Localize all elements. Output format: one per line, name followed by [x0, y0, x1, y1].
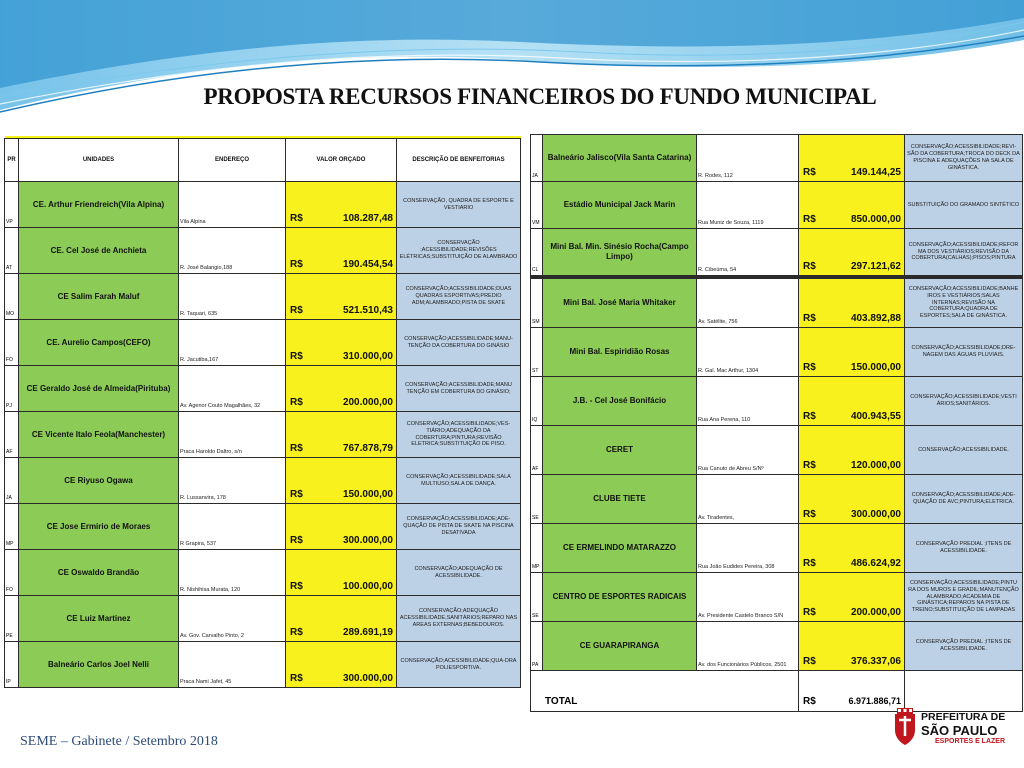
amount: 297.121,62	[850, 261, 901, 272]
amount: 200.000,00	[342, 397, 393, 408]
improvement-description: CONSERVAÇÃO;ACESSIBILIDADE;MANU TENÇÃO EM COBERTURA DO GINÁSIO;	[397, 366, 521, 412]
unit-name: Balneário Jalisco(Vila Santa Catarina)	[543, 135, 697, 182]
pr-code: PA	[531, 622, 543, 671]
amount: 100.000,00	[342, 581, 393, 592]
improvement-description: CONSERVAÇÃO;ACESSIBILIDADE;ADE-QUAÇÃO DE PISTA DE SKATE NA PISCINA DESATIVADA	[397, 504, 521, 550]
pr-code: AT	[5, 228, 19, 274]
currency-symbol: R$	[803, 509, 816, 520]
total-value	[799, 671, 905, 712]
budget-value	[286, 550, 397, 596]
city-shield-icon	[893, 706, 917, 746]
amount: 300.000,00	[342, 535, 393, 546]
unit-name: Mini Bal. José Maria Whitaker	[543, 277, 697, 328]
budget-value	[799, 573, 905, 622]
currency-symbol: R$	[803, 696, 816, 707]
pr-code: ST	[531, 328, 543, 377]
unit-name: CENTRO DE ESPORTES RADICAIS	[543, 573, 697, 622]
currency-symbol: R$	[803, 460, 816, 471]
page-title: PROPOSTA RECURSOS FINANCEIROS DO FUNDO MUNICIPAL	[203, 84, 877, 109]
table-row	[5, 412, 521, 458]
improvement-description: CONSERVAÇÃO;ACESSIBILIDADE;ADE-QUAÇÃO DE AVC;PINTURA;ELETRICA.	[905, 475, 1023, 524]
unit-name: J.B. - Cel José Bonifácio	[543, 377, 697, 426]
budget-value	[286, 366, 397, 412]
unit-name: CE. Arthur Friendreich(Vila Alpina)	[19, 182, 179, 228]
table-row	[5, 228, 521, 274]
budget-value	[799, 377, 905, 426]
unit-address: Av. Gov. Carvalho Pinto, 2	[179, 596, 286, 642]
improvement-description: CONSERVAÇÃO;ADEQUAÇÃO DE ACESSIBILIDADE.	[397, 550, 521, 596]
unit-address: Praca Nami Jafet, 45	[179, 642, 286, 688]
unit-name: Balneário Carlos Joel Nelli	[19, 642, 179, 688]
header-endereco: ENDEREÇO	[179, 139, 286, 182]
improvement-description: CONSERVAÇÃO;ACESSIBILIDADE;QUA-DRA POLIESPORTIVA.	[397, 642, 521, 688]
unit-address: Av. dos Funcionários Públicos, 2501	[697, 622, 799, 671]
amount: 300.000,00	[342, 673, 393, 684]
improvement-description: CONSERVAÇÃO ;ACESSIBILIDADE;REVISÕES ELÉTRICAS;SUBSTITUIÇÃO DE ALAMBRADO	[397, 228, 521, 274]
pr-code: VP	[5, 182, 19, 228]
table-row	[531, 426, 1023, 475]
budget-value	[286, 458, 397, 504]
table-row	[5, 458, 521, 504]
currency-symbol: R$	[290, 213, 303, 224]
budget-value	[799, 426, 905, 475]
budget-value	[799, 135, 905, 182]
currency-symbol: R$	[290, 627, 303, 638]
amount: 310.000,00	[342, 351, 393, 362]
amount: 521.510,43	[342, 305, 393, 316]
table-row	[531, 475, 1023, 524]
unit-address: R. Gal. Mac Arthur, 1304	[697, 328, 799, 377]
table-row	[531, 622, 1023, 671]
budget-value	[799, 475, 905, 524]
pr-code: PJ	[5, 366, 19, 412]
unit-name: CE Geraldo José de Almeida(Pirituba)	[19, 366, 179, 412]
prefeitura-logo	[893, 704, 1005, 750]
pr-code: SM	[531, 277, 543, 328]
table-row	[531, 573, 1023, 622]
improvement-description: CONSERVAÇÃO PREDIAL ;ITENS DE ACESSIBILIDADE.	[905, 622, 1023, 671]
header-valor: VALOR ORÇADO	[286, 139, 397, 182]
logo-line1: PREFEITURA DE	[921, 711, 1006, 723]
improvement-description: CONSERVAÇÃO PREDIAL ;ITENS DE ACESSIBILIDADE.	[905, 524, 1023, 573]
improvement-description: CONSERVAÇÃO;ACESSIBILIDADE;DRE-NAGEM DAS ÁGUAS PLUVIAIS.	[905, 328, 1023, 377]
unit-address: Rua Ana Perena, 110	[697, 377, 799, 426]
currency-symbol: R$	[803, 558, 816, 569]
budget-value	[286, 274, 397, 320]
budget-value	[286, 504, 397, 550]
logo-line2: SÃO PAULO	[921, 723, 998, 738]
currency-symbol: R$	[803, 214, 816, 225]
right-budget-table	[530, 134, 1023, 712]
unit-name: CE ERMELINDO MATARAZZO	[543, 524, 697, 573]
budget-value	[799, 229, 905, 278]
unit-address: Av. Tiradentes,	[697, 475, 799, 524]
pr-code: AF	[5, 412, 19, 458]
table-row	[531, 182, 1023, 229]
currency-symbol: R$	[290, 305, 303, 316]
pr-code: JA	[5, 458, 19, 504]
unit-name: Mini Bal. Min. Sinésio Rocha(Campo Limpo)	[543, 229, 697, 278]
amount: 200.000,00	[850, 607, 901, 618]
currency-symbol: R$	[803, 167, 816, 178]
improvement-description: CONSERVAÇÃO;ACESSIBILIDADE.	[905, 426, 1023, 475]
unit-address: Av. Agenor Couto Magalhães, 32	[179, 366, 286, 412]
header-unidades: UNIDADES	[19, 139, 179, 182]
unit-name: CE. Aurelio Campos(CEFO)	[19, 320, 179, 366]
unit-address: Av. Presidente Castelo Branco S/N	[697, 573, 799, 622]
budget-value	[799, 328, 905, 377]
pr-code: VM	[531, 182, 543, 229]
unit-name: CE Jose Ermirio de Moraes	[19, 504, 179, 550]
amount: 120.000,00	[850, 460, 901, 471]
unit-address: Vila Alpina	[179, 182, 286, 228]
improvement-description: CONSERVAÇÃO;ACESSIBILIDADE;DUAS QUADRAS ESPORTIVAS;PREDIO ADM;ALAMBRADO;PISTA DE SKATE	[397, 274, 521, 320]
unit-name: CE Oswaldo Brandão	[19, 550, 179, 596]
table-row	[5, 366, 521, 412]
pr-code: MP	[5, 504, 19, 550]
pr-code: MP	[531, 524, 543, 573]
currency-symbol: R$	[803, 362, 816, 373]
unit-address: Rua Canuto de Abreu S/Nº	[697, 426, 799, 475]
table-row	[5, 274, 521, 320]
improvement-description: SUBSTITUIÇÃO DO GRAMADO SINTÉTICO	[905, 182, 1023, 229]
pr-code: IQ	[531, 377, 543, 426]
pr-code: FO	[5, 320, 19, 366]
budget-value	[286, 642, 397, 688]
pr-code: SE	[531, 475, 543, 524]
unit-address: Praca Haroldo Daltro, s/n	[179, 412, 286, 458]
table-row	[531, 328, 1023, 377]
pr-code: AF	[531, 426, 543, 475]
unit-name: CE Vicente Italo Feola(Manchester)	[19, 412, 179, 458]
currency-symbol: R$	[803, 607, 816, 618]
improvement-description: CONSERVAÇÃO;ACESSIBILIDADE;REVI-SÃO DA COBERTURA;TROCA DO DECK DA PISCINA E ADEQUAÇÕES NA SALA DE GINÁSTICA.	[905, 135, 1023, 182]
unit-address: R. Lussanvira, 178	[179, 458, 286, 504]
currency-symbol: R$	[290, 535, 303, 546]
improvement-description: CONSERVAÇÃO;ACESSIBILIDADE;REFOR MA DOS VESTIÁRIOS;REVISÃO DA COBERTURA(CALHAS);PISOS;PINTURA	[905, 229, 1023, 278]
amount: 149.144,25	[850, 167, 901, 178]
left-budget-table	[4, 136, 521, 688]
table-row	[5, 504, 521, 550]
improvement-description: CONSERVAÇÃO;ACESSIBILIDADE;MANU-TENÇÃO DA COBERTURA DO GINÁSIO	[397, 320, 521, 366]
budget-value	[286, 596, 397, 642]
pr-code: FO	[5, 550, 19, 596]
unit-name: CERET	[543, 426, 697, 475]
currency-symbol: R$	[290, 443, 303, 454]
currency-symbol: R$	[290, 489, 303, 500]
budget-value	[799, 524, 905, 573]
table-row	[531, 277, 1023, 328]
amount: 150.000,00	[342, 489, 393, 500]
currency-symbol: R$	[803, 656, 816, 667]
budget-value	[286, 182, 397, 228]
currency-symbol: R$	[803, 313, 816, 324]
budget-value	[799, 182, 905, 229]
logo-line3: ESPORTES E LAZER	[935, 738, 1006, 745]
unit-address: R. Jacutiba,167	[179, 320, 286, 366]
currency-symbol: R$	[290, 397, 303, 408]
amount: 400.943,55	[850, 411, 901, 422]
improvement-description: CONSERVAÇÃO;ACESSIBILIDADE;SALA MULTIUSO;SALA DE DANÇA.	[397, 458, 521, 504]
table-row	[531, 524, 1023, 573]
table-row	[531, 377, 1023, 426]
pr-code: MO	[5, 274, 19, 320]
amount: 403.892,88	[850, 313, 901, 324]
table-row	[531, 135, 1023, 182]
currency-symbol: R$	[803, 411, 816, 422]
unit-address: Rua João Eudides Pereira, 308	[697, 524, 799, 573]
pr-code: PE	[5, 596, 19, 642]
improvement-description: CONSERVAÇÃO;ACESSIBILIDADE;VESTI ÁRIOS;SANITÁRIOS.	[905, 377, 1023, 426]
amount: 850.000,00	[850, 214, 901, 225]
improvement-description: CONSERVAÇÃO, QUADRA DE ESPORTE E VESTIARIO	[397, 182, 521, 228]
amount: 376.337,06	[850, 656, 901, 667]
unit-name: CE Luiz Martinez	[19, 596, 179, 642]
unit-name: CE Salim Farah Maluf	[19, 274, 179, 320]
footer-text: SEME – Gabinete / Setembro 2018	[20, 734, 218, 749]
total-label: TOTAL	[531, 671, 799, 712]
table-row	[5, 642, 521, 688]
unit-name: CE. Cel José de Anchieta	[19, 228, 179, 274]
unit-name: CE Riyuso Ogawa	[19, 458, 179, 504]
header-pr: PR	[5, 139, 19, 182]
unit-address: R. Cibeúma, 54	[697, 229, 799, 278]
table-row	[5, 550, 521, 596]
amount: 150.000,00	[850, 362, 901, 373]
improvement-description: CONSERVAÇÃO;ACESSIBILIDADE;PINTU RA DOS MUROS E GRADIL;MANUTENÇÃO ALAMBRADO;ACADEMIA DE GINÁSTICA;REPAROS NA PISTA DE TREINO;SUBSTITUIÇÃO DE LAMPADAS	[905, 573, 1023, 622]
budget-value	[799, 622, 905, 671]
currency-symbol: R$	[290, 259, 303, 270]
table-row	[5, 596, 521, 642]
table-row	[5, 320, 521, 366]
currency-symbol: R$	[290, 581, 303, 592]
unit-name: CLUBE TIETE	[543, 475, 697, 524]
unit-address: R. Taquari, 635	[179, 274, 286, 320]
unit-address: R. Nishihisa Murata, 120	[179, 550, 286, 596]
unit-name: Estádio Municipal Jack Marin	[543, 182, 697, 229]
amount: 190.454,54	[342, 259, 393, 270]
unit-address: Av. Satélite, 756	[697, 277, 799, 328]
pr-code: SE	[531, 573, 543, 622]
header-descricao: DESCRIÇÃO DE BENFEITORIAS	[397, 139, 521, 182]
table-row	[531, 229, 1023, 278]
amount: 300.000,00	[850, 509, 901, 520]
unit-name: Mini Bal. Espiridião Rosas	[543, 328, 697, 377]
improvement-description: CONSERVAÇÃO;ADEQUAÇÃO ACESSIBILIDADE,SANITÁRIOS;REPARO NAS AREAS EXTERNAS;BEBEDOUROS.	[397, 596, 521, 642]
table-header-row	[5, 139, 521, 182]
unit-name: CE GUARAPIRANGA	[543, 622, 697, 671]
unit-address: R Grapira, 537	[179, 504, 286, 550]
amount: 108.287,48	[342, 213, 393, 224]
amount: 767.878,79	[342, 443, 393, 454]
improvement-description: CONSERVAÇÃO;ACESSIBILIDADE;VES-TIÁRIO;ADEQUAÇÃO DA COBERTURA;PINTURA;REVISÃO ELETRICA;SUBSTITUIÇÃO DE PISO.	[397, 412, 521, 458]
currency-symbol: R$	[290, 673, 303, 684]
pr-code: CL	[531, 229, 543, 278]
amount: 486.624,92	[850, 558, 901, 569]
budget-value	[286, 228, 397, 274]
currency-symbol: R$	[803, 261, 816, 272]
currency-symbol: R$	[290, 351, 303, 362]
total-amount: 6.971.886,71	[848, 696, 901, 706]
pr-code: IP	[5, 642, 19, 688]
improvement-description: CONSERVAÇÃO;ACESSIBILIDADE;BANHE IROS E VESTIÁRIOS;SALAS INTERNAS;REVISÃO NA COBERTURA;QUADRA DE ESPORTES;SALA DE GINÁSTICA.	[905, 277, 1023, 328]
pr-code: JA	[531, 135, 543, 182]
amount: 289.691,19	[342, 627, 393, 638]
unit-address: R. José Balangio,188	[179, 228, 286, 274]
budget-value	[286, 320, 397, 366]
unit-address: Rua Muniz de Souza, 1119	[697, 182, 799, 229]
table-row	[5, 182, 521, 228]
budget-value	[799, 277, 905, 328]
unit-address: R. Rodes, 112	[697, 135, 799, 182]
budget-value	[286, 412, 397, 458]
